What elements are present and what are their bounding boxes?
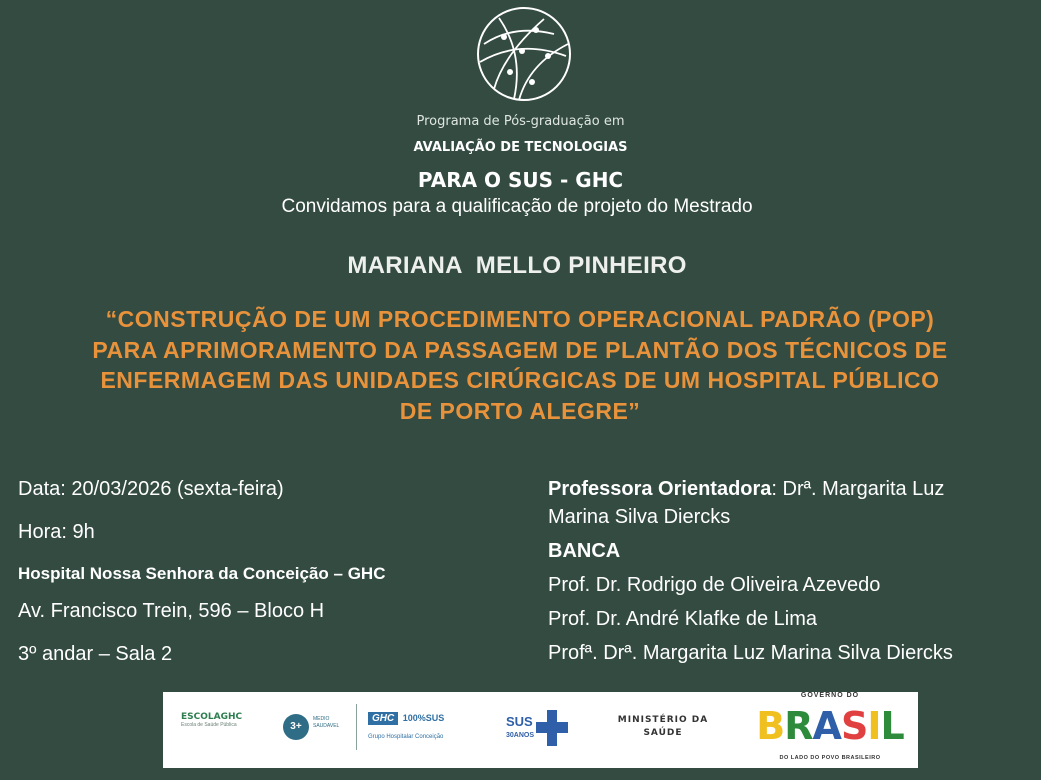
ministerio-saude-logo (603, 714, 723, 740)
project-title (20, 304, 1020, 426)
event-date: Data: 20/03/2026 (sexta-feira) (18, 478, 284, 500)
event-room: 3º andar – Sala 2 (18, 643, 173, 665)
candidate-name: MARIANA MELLO PINHEIRO (347, 252, 687, 279)
advisor-name-cont: Marina Silva Diercks (548, 506, 731, 528)
ghc-sus-text: 100%SUS (402, 713, 445, 723)
governo-brasil-logo (745, 692, 915, 768)
escola-ghc-logo (181, 712, 261, 728)
board-label: BANCA (548, 540, 621, 562)
project-title-line2: PARA APRIMORAMENTO DA PASSAGEM DE PLANTÃO DOS TÉCNICOS DE (92, 336, 948, 363)
project-title-line3: ENFERMAGEM DAS UNIDADES CIRÚRGICAS DE UM HOSPITAL PÚBLICO (100, 367, 940, 393)
program-name-line1: Programa de Pós-graduação em (416, 114, 625, 129)
logo-divider (356, 704, 357, 750)
mestrado-seal-text: MEDIO SAUDAVEL (313, 716, 340, 729)
invitation-text: Convidamos para a qualificação de projeto do Mestrado (281, 196, 753, 217)
board-member: Profª. Drª. Margarita Luz Marina Silva Diercks (548, 642, 953, 664)
ministerio-line2: SAÚDE (643, 728, 683, 738)
gov-bottom-text: DO LADO DO POVO BRASILEIRO (779, 755, 881, 761)
board-member: Prof. Dr. André Klafke de Lima (548, 608, 818, 630)
escola-ghc-text: ESCOLAGHC (181, 712, 243, 722)
sus-text: SUS (506, 714, 533, 729)
project-title-line1: “CONSTRUÇÃO DE UM PROCEDIMENTO OPERACIONAL PADRÃO (POP) (105, 306, 935, 332)
partner-logos-strip (163, 692, 918, 768)
sus-cross-icon (536, 708, 568, 748)
event-venue: Hospital Nossa Senhora da Conceição – GHC (18, 564, 386, 583)
program-name-line3: PARA O SUS - GHC (417, 168, 624, 192)
sus-30-anos-logo (506, 708, 576, 750)
gov-top-text: GOVERNO DO (800, 692, 860, 699)
gov-brasil-wordmark: BRASIL (756, 704, 904, 748)
project-title-line4: DE PORTO ALEGRE” (399, 397, 641, 424)
ghc-subtext: Grupo Hospitalar Conceição (368, 734, 444, 740)
ghc-logo (368, 708, 488, 740)
program-logo-icon (474, 4, 574, 104)
advisor-name: : Drª. Margarita Luz (771, 478, 945, 500)
event-time: Hora: 9h (18, 521, 95, 543)
advisor-line (548, 478, 944, 501)
ghc-badge: GHC (368, 712, 398, 725)
program-name-line2: AVALIAÇÃO DE TECNOLOGIAS (413, 140, 628, 155)
escola-ghc-subtext: Escola de Saúde Pública (181, 722, 237, 728)
event-address: Av. Francisco Trein, 596 – Bloco H (18, 600, 325, 622)
mestrado-seal-icon: 3+ (283, 714, 309, 740)
sus-anos-text: 30ANOS (506, 732, 535, 739)
advisor-label: Professora Orientadora (548, 478, 772, 500)
ministerio-line1: MINISTÉRIO DA (617, 715, 709, 725)
board-member: Prof. Dr. Rodrigo de Oliveira Azevedo (548, 574, 881, 596)
